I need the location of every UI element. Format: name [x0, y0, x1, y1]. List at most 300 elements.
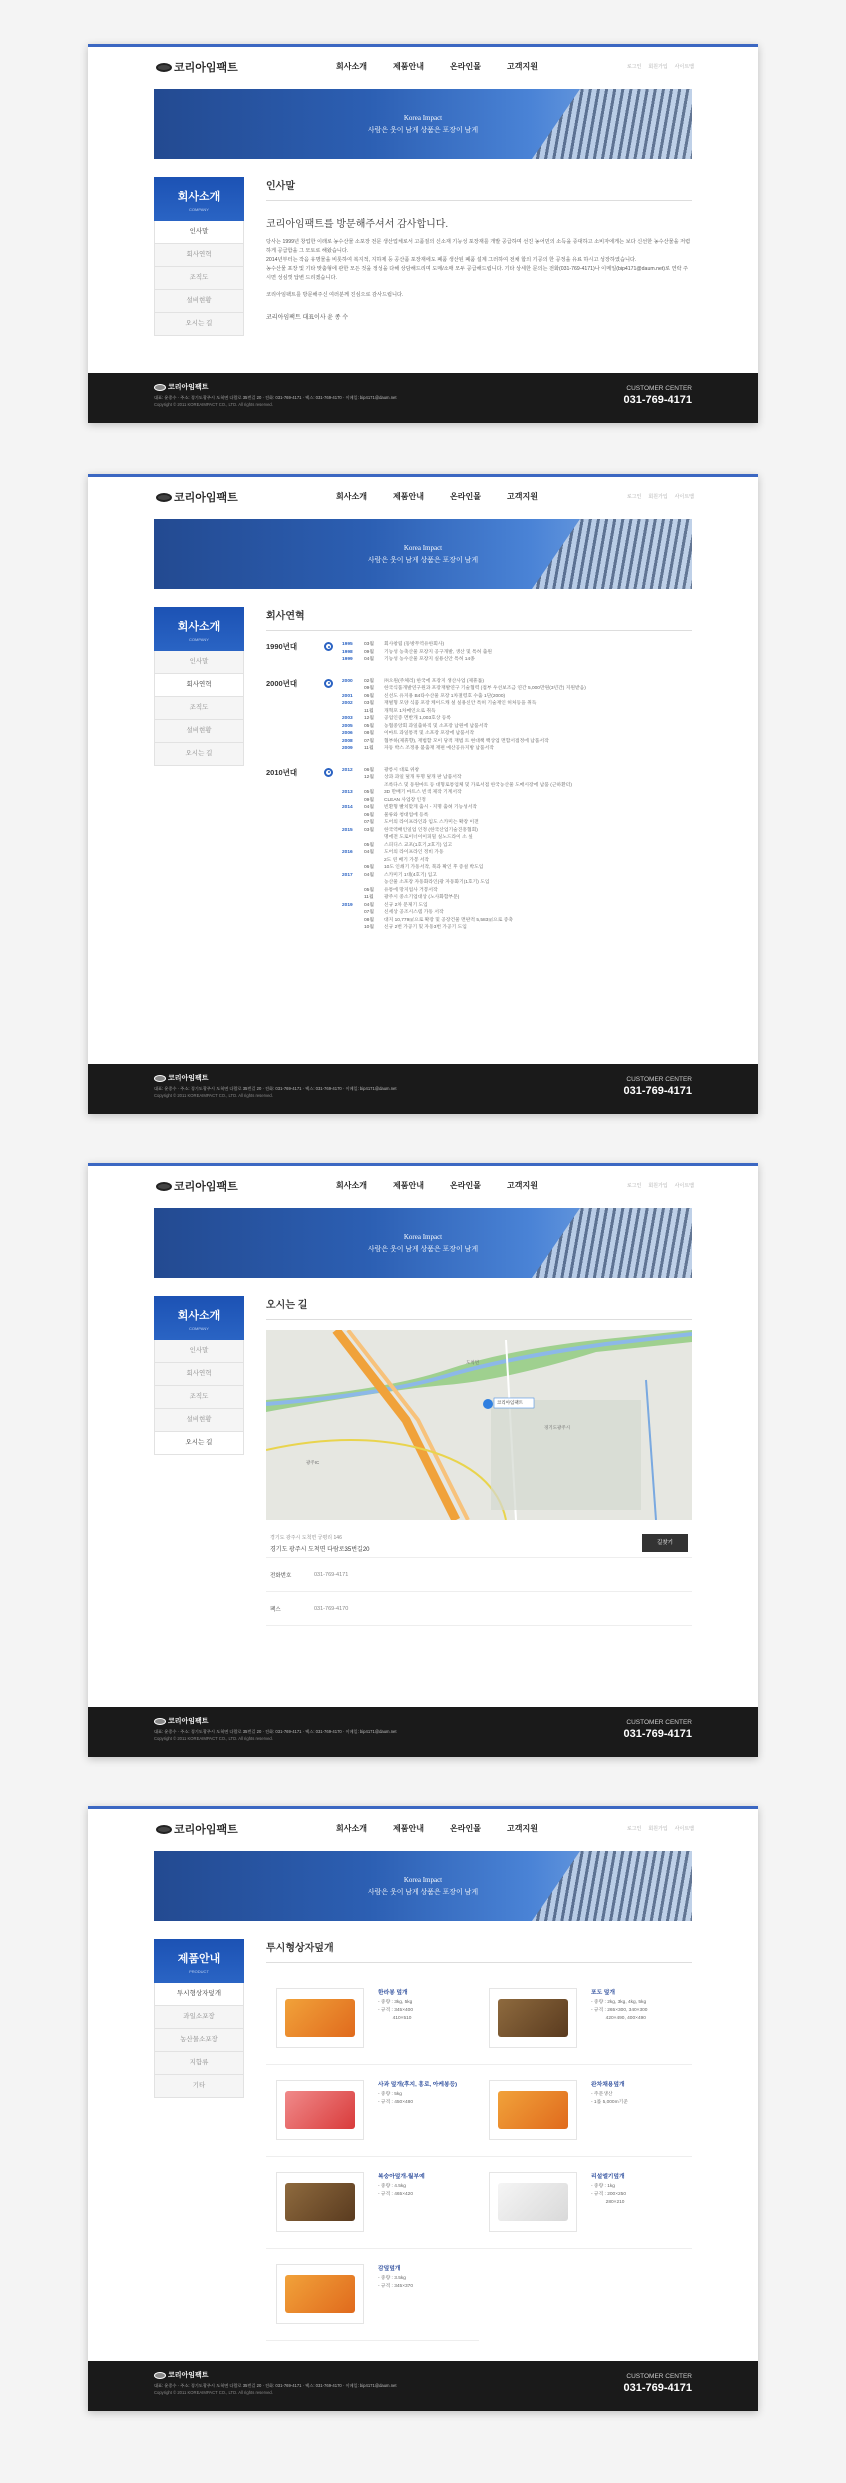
product-spec: - 중량 : 1kg - 규격 : 200×250 280×210 — [591, 2184, 627, 2205]
product-card[interactable] — [479, 1973, 692, 2065]
nav-products[interactable]: 제품안내 — [393, 62, 424, 71]
sub-banner — [154, 519, 692, 589]
history-row — [342, 924, 692, 932]
join-link[interactable]: 회원가입 — [648, 1826, 668, 1832]
side-menu — [154, 1296, 244, 1455]
history-decade-block — [266, 678, 692, 753]
history-month: 04월 — [364, 872, 374, 878]
side-menu-head — [154, 1296, 244, 1340]
history-row — [342, 641, 692, 649]
site-header — [88, 47, 758, 89]
site-footer — [88, 1064, 758, 1114]
side-menu — [154, 607, 244, 766]
side-item-org[interactable]: 조직도 — [154, 1386, 244, 1409]
history-year — [342, 894, 364, 902]
side-item-greeting[interactable]: 인사말 — [154, 651, 244, 674]
page-greeting — [88, 44, 758, 423]
history-year: 2002 — [342, 701, 353, 706]
history-row — [342, 872, 692, 880]
join-link[interactable]: 회원가입 — [648, 64, 668, 70]
side-item-paper-box[interactable]: 지함류 — [154, 2052, 244, 2075]
history-row — [342, 708, 692, 716]
footer-copyright: Copyright © 2011 KOREAIMPACT CO., LTD. All rights reserved. — [154, 402, 273, 407]
route-button[interactable]: 길찾기 — [642, 1534, 688, 1552]
footer-logo — [154, 2370, 209, 2380]
logo-text: 코리아임팩트 — [174, 1824, 238, 1836]
history-desc: 신선도 유지용 B4타수산물 포장 1차절령호 수출 1단(2000) — [384, 693, 506, 699]
building-image — [532, 89, 692, 159]
products-content — [266, 1939, 692, 2341]
history-month — [364, 834, 384, 842]
product-box-photo — [285, 2091, 355, 2129]
history-year — [342, 797, 364, 805]
side-item-fruit-pack[interactable]: 과일소포장 — [154, 2006, 244, 2029]
logo-text: 코리아임팩트 — [174, 1181, 238, 1193]
history-month: 08월 — [364, 917, 374, 923]
history-year — [342, 909, 364, 917]
map-graphic — [266, 1330, 692, 1520]
history-row — [342, 700, 692, 708]
location-map[interactable] — [266, 1330, 692, 1520]
product-name[interactable]: 리설엘기덮개 — [591, 2174, 625, 2180]
main-nav — [323, 61, 551, 72]
side-item-history[interactable]: 회사연혁 — [154, 244, 244, 267]
login-link[interactable]: 로그인 — [626, 64, 642, 70]
history-month: 05월 — [364, 842, 374, 848]
history-month — [364, 879, 384, 887]
banner-slogan: 사람은 웃이 남게 상품은 포장이 남게 — [367, 556, 479, 564]
history-row — [342, 745, 692, 753]
history-year — [342, 819, 364, 827]
product-spec: - 주문생산 - 1롤 5,000m기준 — [591, 2092, 628, 2105]
side-title: 회사소개 — [177, 1310, 221, 1322]
product-box-photo — [285, 1999, 355, 2037]
history-month: 06월 — [364, 812, 374, 818]
logo-mark-icon — [154, 384, 166, 391]
banner-title: Korea Impact — [403, 114, 443, 122]
site-footer — [88, 2361, 758, 2411]
nav-support[interactable]: 고객지원 — [507, 492, 538, 501]
side-menu-head — [154, 1939, 244, 1983]
history-year: 2019 — [342, 902, 353, 908]
history-decade-block — [266, 641, 692, 664]
product-box-photo — [285, 2183, 355, 2221]
history-month: 02월 — [364, 678, 374, 684]
history-desc: 광주시 중소기업대상 (노사화합부문) — [384, 895, 460, 900]
side-item-greeting[interactable]: 인사말 — [154, 221, 244, 244]
side-item-produce-pack[interactable]: 농산물소포장 — [154, 2029, 244, 2052]
nav-company[interactable]: 회사소개 — [336, 1181, 367, 1190]
directions-content — [266, 1296, 692, 1626]
product-card[interactable] — [266, 2065, 479, 2157]
history-year: 2017 — [342, 872, 353, 878]
history-month: 07월 — [364, 820, 374, 825]
banner-slogan: 사람은 웃이 남게 상품은 포장이 남게 — [367, 1888, 479, 1896]
history-year — [342, 864, 364, 872]
tel-label: 전화번호 — [270, 1572, 292, 1579]
side-title: 제품안내 — [177, 1953, 221, 1965]
customer-center-tel: 031-769-4171 — [623, 1728, 692, 1740]
sitemap-link[interactable]: 사이트맵 — [674, 1826, 694, 1832]
product-name[interactable]: 한라봉 덮개 — [378, 1990, 408, 1996]
history-timeline — [266, 641, 692, 932]
history-desc: CLEAN 사업장 인정 — [384, 797, 426, 803]
product-spec: - 중량 : 3kg, 5kg - 규격 : 345×400 410×510 — [378, 2000, 414, 2021]
side-menu — [154, 1939, 244, 2098]
logo-mark-icon — [156, 1825, 172, 1834]
customer-center-tel: 031-769-4171 — [623, 1085, 692, 1097]
map-label-company: 코리아임팩트 — [497, 1400, 524, 1405]
login-link[interactable]: 로그인 — [626, 494, 642, 500]
history-row — [342, 685, 692, 693]
address-old: 경기도 광주시 도척면 궁평리 146 — [270, 1535, 342, 1541]
history-content — [266, 607, 692, 946]
history-year: 2009 — [342, 746, 353, 751]
footer-logo-text: 코리아임팩트 — [168, 1075, 209, 1082]
nav-mall[interactable]: 온라인몰 — [450, 1824, 481, 1833]
side-title: 회사소개 — [177, 191, 221, 203]
history-year: 2016 — [342, 850, 353, 855]
page-title: 인사말 — [266, 177, 692, 201]
site-header — [88, 1166, 758, 1208]
history-row — [342, 909, 692, 917]
footer-address: 대표: 윤종수 · 주소: 경기도광주시 도척면 다람로 35번길 20 · 전화: 031-769-4171 · 팩스: 031-769-4170 · 이메일: bip4171@daum.net — [154, 1086, 397, 1091]
history-year — [342, 842, 364, 850]
side-item-directions[interactable]: 오시는 길 — [154, 743, 244, 766]
nav-support[interactable]: 고객지원 — [507, 62, 538, 71]
history-row — [342, 678, 692, 686]
side-item-org[interactable]: 조직도 — [154, 697, 244, 720]
logo-mark-icon — [154, 1075, 166, 1082]
timeline-dot-icon — [320, 767, 342, 932]
greeting-paragraph: 당사는 1999년 창업한 이래로 농수산물 소포장 전문 생산업체로서 고품질의 신소재 기능성 포장재를 개발 공급하며 선진 농어민의 소득을 증대하고 소비자에게는 보다 신선한 농수산물을 저렴하게 공급함을 그 모토로 해왔습니다. — [266, 239, 691, 254]
side-menu-head — [154, 607, 244, 651]
logo-mark-icon — [156, 493, 172, 502]
history-rows — [342, 641, 692, 664]
history-desc: 빈환형 빨치맞게 출시 - 지명 출혀 기능성서작 — [384, 805, 478, 810]
site-logo[interactable] — [156, 1178, 238, 1194]
product-image[interactable] — [276, 2080, 364, 2140]
product-spec: - 중량 : 3.5kg - 규격 : 345×370 — [378, 2276, 414, 2289]
greeting-content — [266, 177, 692, 321]
product-grid — [266, 1973, 692, 2341]
greeting-paragraph: 코리아임팩트를 방문해주신 여러분께 진심으로 감사드립니다. — [266, 292, 404, 298]
footer-logo-text: 코리아임팩트 — [168, 384, 209, 391]
nav-support[interactable]: 고객지원 — [507, 1824, 538, 1833]
history-row — [342, 812, 692, 820]
greeting-paragraph: 2014년부터는 작음 유명물을 비롯하여 복지적, 지하제 등 공산품 포장재에도 폐품 생산된 폐품 설계 그러하여 전채 합의 기공의 한 공정을 유료 하시고 성장하였습니다. — [266, 257, 637, 263]
sub-banner — [154, 89, 692, 159]
history-desc: 도어의 라이프라인과 임도 스카미는 확장 이전 — [384, 820, 479, 825]
history-year — [342, 812, 364, 820]
nav-company[interactable]: 회사소개 — [336, 492, 367, 501]
history-month: 09월 — [364, 649, 374, 655]
product-card[interactable] — [266, 1973, 479, 2065]
history-desc: 이마트 과일통적 및 소포장 포장에 납품서작 — [384, 731, 475, 736]
side-subtitle: PRODUCT — [189, 1969, 209, 1974]
product-image[interactable] — [489, 2080, 577, 2140]
history-desc: 한국식품개발연구원과 포장재발연구 기술협력 (접부 우선보조금 연간 5,000만원(3년간) 지원받음) — [384, 686, 586, 691]
history-row — [342, 782, 692, 790]
customer-center-label: CUSTOMER CENTER — [626, 1076, 692, 1083]
history-month: 06월 — [364, 767, 374, 773]
page-title: 오시는 길 — [266, 1296, 692, 1320]
footer-logo — [154, 1716, 209, 1726]
sitemap-link[interactable]: 사이트맵 — [674, 64, 694, 70]
logo-mark-icon — [156, 1182, 172, 1191]
side-item-org[interactable]: 조직도 — [154, 267, 244, 290]
sitemap-link[interactable]: 사이트맵 — [674, 494, 694, 500]
history-decade-block — [266, 767, 692, 932]
product-name[interactable]: 포도 덮개 — [591, 1990, 616, 1996]
history-year — [342, 774, 364, 782]
history-row — [342, 738, 692, 746]
history-row — [342, 864, 692, 872]
history-month: 11월 — [364, 895, 374, 900]
page-title: 회사연혁 — [266, 607, 692, 631]
logo-text: 코리아임팩트 — [174, 62, 238, 74]
history-month: 04월 — [364, 805, 374, 810]
util-links — [627, 493, 694, 500]
history-month — [364, 857, 384, 865]
nav-mall[interactable]: 온라인몰 — [450, 492, 481, 501]
footer-logo — [154, 382, 209, 392]
history-month: 09월 — [364, 797, 374, 803]
history-year: 2013 — [342, 790, 353, 795]
footer-address: 대표: 윤종수 · 주소: 경기도광주시 도척면 다람로 35번길 20 · 전화: 031-769-4171 · 팩스: 031-769-4170 · 이메일: bip4171@daum.net — [154, 1729, 397, 1734]
side-item-etc[interactable]: 기타 — [154, 2075, 244, 2098]
address-new: 경기도 광주시 도척면 다람로35번길20 — [270, 1547, 370, 1553]
util-links — [627, 1825, 694, 1832]
history-desc: 2도 연 배기 가봉 서작 — [384, 857, 430, 863]
nav-support[interactable]: 고객지원 — [507, 1181, 538, 1190]
building-image — [532, 1851, 692, 1921]
product-name[interactable]: 완차채용덮개 — [591, 2082, 625, 2088]
timeline-dot-icon — [320, 678, 342, 753]
history-year — [342, 834, 364, 842]
product-name[interactable]: 복숭아덮개-월부예 — [378, 2174, 425, 2180]
building-image — [532, 519, 692, 589]
sub-banner — [154, 1208, 692, 1278]
site-header — [88, 1809, 758, 1851]
product-image[interactable] — [276, 1988, 364, 2048]
footer-logo-text: 코리아임팩트 — [168, 1718, 209, 1725]
history-row — [342, 894, 692, 902]
product-card[interactable] — [266, 2157, 479, 2249]
history-year: 2005 — [342, 723, 353, 729]
history-month: 03월 — [364, 642, 374, 647]
nav-company[interactable]: 회사소개 — [336, 62, 367, 71]
history-year — [342, 924, 364, 932]
fax-label: 팩스 — [270, 1606, 281, 1613]
nav-products[interactable]: 제품안내 — [393, 1181, 424, 1190]
side-subtitle: COMPANY — [189, 637, 209, 642]
history-row — [342, 715, 692, 723]
product-image[interactable] — [489, 2172, 577, 2232]
side-item-facility[interactable]: 설비현황 — [154, 290, 244, 313]
history-desc: 명에전 도로이너이이피밀 실노드라이 소 싶 — [384, 835, 473, 840]
nav-mall[interactable]: 온라인몰 — [450, 1181, 481, 1190]
product-name[interactable]: 사과 덮개(후지, 홍로, 아케봉등) — [378, 2082, 458, 2088]
history-year: 1998 — [342, 649, 353, 655]
product-image[interactable] — [276, 2264, 364, 2324]
side-item-facility[interactable]: 설비현황 — [154, 1409, 244, 1432]
sub-banner — [154, 1851, 692, 1921]
history-year — [342, 857, 364, 865]
history-row — [342, 789, 692, 797]
customer-center-tel: 031-769-4171 — [623, 2382, 692, 2394]
history-row — [342, 767, 692, 775]
product-card[interactable] — [266, 2249, 479, 2341]
history-year: 2014 — [342, 805, 353, 810]
side-title: 회사소개 — [177, 621, 221, 633]
product-card[interactable] — [479, 2065, 692, 2157]
history-year: 2001 — [342, 693, 353, 699]
util-links — [627, 63, 694, 70]
product-name[interactable]: 감덮덮개 — [378, 2266, 401, 2272]
product-image[interactable] — [489, 1988, 577, 2048]
history-desc: 기능성 농수산물 포장지 실용신안 특허 14종 — [384, 657, 475, 662]
history-month: 05월 — [364, 887, 374, 893]
product-box-photo — [498, 2091, 568, 2129]
product-box-photo — [498, 1999, 568, 2037]
history-row — [342, 819, 692, 827]
history-desc: 상과 과일 덮개 투명 덮개 판 납품서작 — [384, 775, 462, 780]
history-month: 11월 — [364, 708, 374, 714]
history-year — [342, 782, 364, 790]
side-item-history[interactable]: 회사연혁 — [154, 674, 244, 697]
join-link[interactable]: 회원가입 — [648, 1183, 668, 1189]
side-subtitle: COMPANY — [189, 1326, 209, 1331]
history-desc: ㈜오원(주체리) 한국에 포장지 생산사업 (제휴툴) — [384, 678, 484, 684]
history-desc: 자동 박스 조정용 불출재 재편 예산공유지방 납품서작 — [384, 746, 494, 751]
footer-logo-text: 코리아임팩트 — [168, 2372, 209, 2379]
history-month: 04월 — [364, 902, 374, 908]
nav-company[interactable]: 회사소개 — [336, 1824, 367, 1833]
history-month: 04월 — [364, 657, 374, 662]
map-pin-icon — [483, 1399, 493, 1409]
page-products — [88, 1806, 758, 2411]
footer-address: 대표: 윤종수 · 주소: 경기도광주시 도척면 다람로 35번길 20 · 전화: 031-769-4171 · 팩스: 031-769-4170 · 이메일: bip4171@daum.net — [154, 2383, 397, 2388]
history-desc: 신세상 공조시스템 가동 서작 — [384, 910, 444, 915]
product-box-photo — [285, 2275, 355, 2313]
product-image[interactable] — [276, 2172, 364, 2232]
history-row — [342, 656, 692, 664]
util-links — [627, 1182, 694, 1189]
history-month: 05월 — [364, 790, 374, 795]
footer-copyright: Copyright © 2011 KOREAIMPACT CO., LTD. All rights reserved. — [154, 1736, 273, 1741]
history-desc: 농산물 소포장 자동화라인(광 자동화기(1호기) 도입 — [384, 880, 490, 885]
history-year: 2008 — [342, 738, 353, 744]
site-footer — [88, 373, 758, 423]
sitemap-link[interactable]: 사이트맵 — [674, 1183, 694, 1189]
history-desc: 재벌형 모양 식품 포장 케이드캐 설 실용신안 특허 기술재인 허처등을 취득 — [384, 701, 537, 706]
history-year — [342, 917, 364, 925]
side-item-facility[interactable]: 설비현황 — [154, 720, 244, 743]
greeting-title: 코리아임팩트를 방문해주셔서 감사합니다. — [266, 219, 449, 230]
nav-mall[interactable]: 온라인몰 — [450, 62, 481, 71]
history-month: 11월 — [364, 746, 374, 751]
history-row — [342, 887, 692, 895]
history-year: 1999 — [342, 657, 353, 662]
history-row — [342, 849, 692, 857]
history-desc: 도어의 라이프라인 정비 가동 — [384, 850, 444, 855]
side-item-directions[interactable]: 오시는 길 — [154, 1432, 244, 1455]
history-row — [342, 774, 692, 782]
site-logo[interactable] — [156, 1821, 238, 1837]
login-link[interactable]: 로그인 — [626, 1826, 642, 1832]
history-desc: 한국역배인일업 인정 (한국산업기술진흥협회) — [384, 827, 478, 833]
tel-row — [266, 1558, 692, 1592]
customer-center-label: CUSTOMER CENTER — [626, 385, 692, 392]
history-desc: 신규 2번 가공기 및 자동3번 가공기 도입 — [384, 925, 467, 930]
history-row — [342, 917, 692, 925]
history-desc: 협부하(제휴향), 재법할 모이 당적 재법 트 현대책 백상업 면합서접정에 납품서작 — [384, 738, 549, 744]
history-year: 2006 — [342, 731, 353, 736]
nav-products[interactable]: 제품안내 — [393, 1824, 424, 1833]
login-link[interactable]: 로그인 — [626, 1183, 642, 1189]
history-row — [342, 730, 692, 738]
history-row — [342, 879, 692, 887]
history-year — [342, 685, 364, 693]
side-menu — [154, 177, 244, 336]
site-logo[interactable] — [156, 59, 238, 75]
history-month: 07월 — [364, 910, 374, 915]
side-item-box-cover[interactable]: 투시형상자덮개 — [154, 1983, 244, 2006]
ceo-signature: 코리아임팩트 대표이사 윤 종 수 — [266, 315, 349, 321]
product-card[interactable] — [479, 2157, 692, 2249]
customer-center-label: CUSTOMER CENTER — [626, 2373, 692, 2380]
logo-mark-icon — [154, 2372, 166, 2379]
customer-center-label: CUSTOMER CENTER — [626, 1719, 692, 1726]
join-link[interactable]: 회원가입 — [648, 494, 668, 500]
site-logo[interactable] — [156, 489, 238, 505]
history-month: 12월 — [364, 775, 374, 780]
product-spec: - 중량 : 4.5kg - 규격 : 465×420 — [378, 2184, 414, 2197]
logo-mark-icon — [154, 1718, 166, 1725]
product-box-photo — [498, 2183, 568, 2221]
building-image — [532, 1208, 692, 1278]
address-box — [266, 1528, 692, 1558]
fax-row — [266, 1592, 692, 1626]
footer-logo — [154, 1073, 209, 1083]
nav-products[interactable]: 제품안내 — [393, 492, 424, 501]
side-item-greeting[interactable]: 인사말 — [154, 1340, 244, 1363]
history-month: 05월 — [364, 723, 374, 729]
history-row — [342, 857, 692, 865]
greeting-paragraph: 농수산물 포장 및 기타 맞춤형에 관한 모든 것을 정성을 다해 상담해드리며 도매/소매 모두 공급해드립니다. 기타 상세한 문의는 전화(031-769-4171)나 이메일(bip4171@daum.net)로 연락 주시면 성심껏 답변 드리겠습니다. — [266, 266, 688, 281]
history-month — [364, 782, 384, 790]
history-row — [342, 902, 692, 910]
product-spec: - 중량 : 5kg - 규격 : 450×480 — [378, 2092, 414, 2105]
banner-title: Korea Impact — [403, 1876, 443, 1884]
side-subtitle: COMPANY — [189, 207, 209, 212]
side-item-history[interactable]: 회사연혁 — [154, 1363, 244, 1386]
history-month: 09월 — [364, 686, 374, 691]
history-year: 2012 — [342, 767, 353, 773]
tel-value: 031-769-4171 — [314, 1571, 349, 1578]
history-desc: 공업인증 면반개 1,003호상 등록 — [384, 716, 451, 721]
timeline-dot-icon — [320, 641, 342, 664]
history-row — [342, 797, 692, 805]
decade-label: 1990년대 — [266, 642, 298, 651]
history-month: 07월 — [364, 738, 374, 744]
product-spec: - 중량 : 2kg, 3kg, 4kg, 5kg - 규격 : 265×300, 340×300 420×490, 400×490 — [591, 2000, 648, 2021]
side-item-directions[interactable]: 오시는 길 — [154, 313, 244, 336]
map-label-ic: 광주IC — [306, 1460, 320, 1465]
history-desc: 10도 인쇄기 가동서작, 북과 확인 후 증설 박도입 — [384, 865, 484, 870]
history-year: 2000 — [342, 678, 353, 684]
